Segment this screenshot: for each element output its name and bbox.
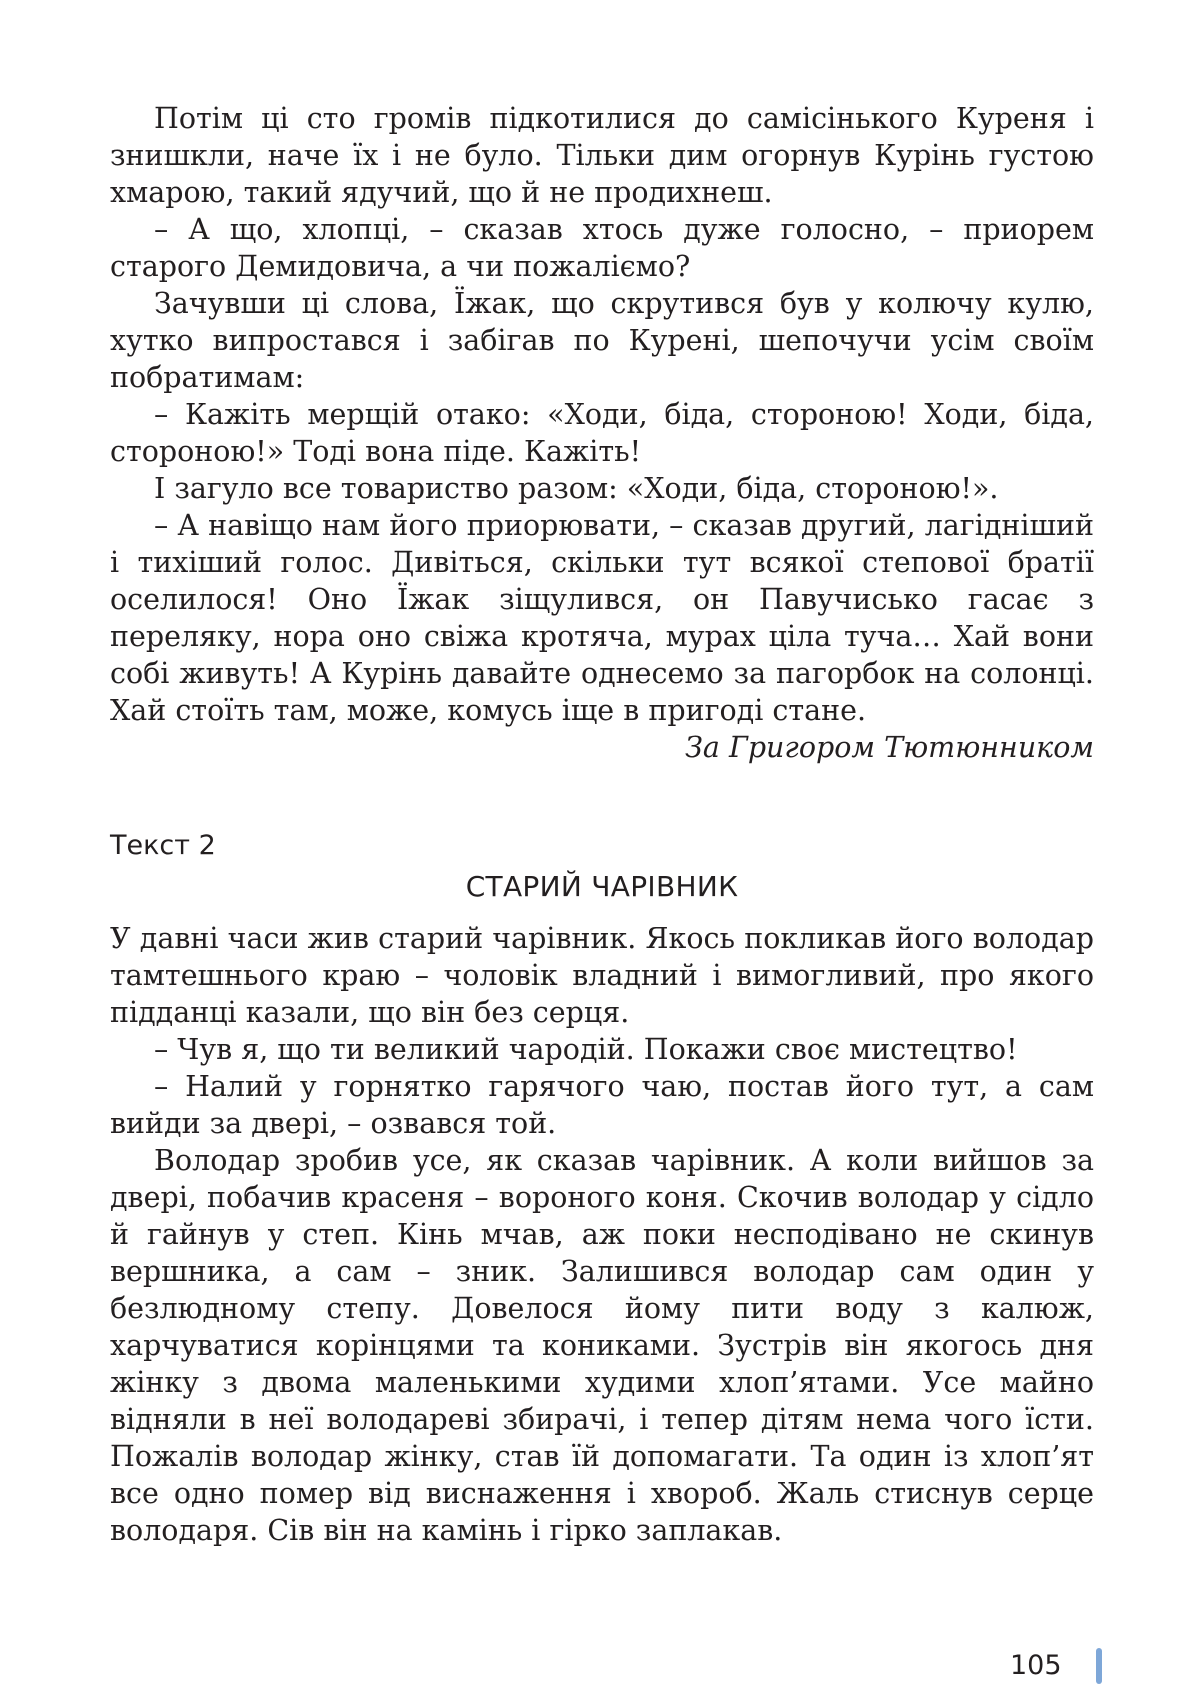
text1-paragraph-4: – Кажіть мерщій отако: «Ходи, біда, стороною! Ходи, біда, стороною!» Тоді вона піде. Кажіть! xyxy=(110,398,1094,468)
page-content xyxy=(110,100,1094,1549)
text1-paragraph-5: І загуло все товариство разом: «Ходи, біда, стороною!». xyxy=(154,472,999,505)
story-title: СТАРИЙ ЧАРІВНИК xyxy=(465,870,739,903)
text1-paragraph-6: – А навіщо нам його приорювати, – сказав другий, лагідніший і тихіший голос. Дивіться, скільки тут всякої степової братії оселилося! Оно Їжак зіщулився, он Павучисько гасає з переляку, нора оно свіжа кротяча, мурах ціла туча… Хай вони собі живуть! А Курінь давайте однесемо за пагорбок на солонці. Хай стоїть там, може, комусь іще в пригоді стане. xyxy=(110,509,1094,727)
text1-paragraph-3: Зачувши ці слова, Їжак, що скрутився був у колючу кулю, хутко випростався і забігав по Курені, шепочучи усім своїм побратимам: xyxy=(110,287,1094,394)
text2-paragraph-3: – Налий у горнятко гарячого чаю, постав його тут, а сам вийди за двері, – озвався той. xyxy=(110,1070,1094,1140)
text1-paragraph-1: Потім ці сто громів підкотилися до самісінького Куреня і знишкли, наче їх і не було. Тільки дим огорнув Курінь густою хмарою, такий ядучий, що й не продихнеш. xyxy=(110,102,1094,209)
author-attribution: За Григором Тютюнником xyxy=(685,731,1094,764)
text2-label: Текст 2 xyxy=(110,830,216,861)
text2-paragraph-1: У давні часи жив старий чарівник. Якось покликав його володар тамтешнього краю – чоловік владний і вимогливий, про якого підданці казали, що він без серця. xyxy=(110,922,1094,1029)
section-gap xyxy=(110,766,1094,828)
text2-paragraph-4: Володар зробив усе, як сказав чарівник. А коли вийшов за двері, побачив красеня – вороного коня. Скочив володар у сідло й гайнув у степ. Кінь мчав, аж поки несподівано не скинув вершника, а сам – зник. Залишився володар сам один у безлюдному степу. Довелося йому пити воду з калюж, харчуватися корінцями та кониками. Зустрів він якогось дня жінку з двома маленькими худими хлоп’ятами. Усе майно відняли в неї володареві збирачі, і тепер дітям нема чого їсти. Пожалів володар жінку, став їй допомагати. Та один із хлоп’ят все одно помер від виснаження і хвороб. Жаль стиснув серце володаря. Сів він на камінь і гірко заплакав. xyxy=(110,1144,1094,1547)
text2-paragraph-2: – Чув я, що ти великий чародій. Покажи своє мистецтво! xyxy=(154,1033,1018,1066)
text1-paragraph-2: – А що, хлопці, – сказав хтось дуже голосно, – приорем старого Демидовича, а чи пожаліємо? xyxy=(110,213,1094,283)
page-number: 105 xyxy=(1010,1650,1062,1681)
page-marker-bar xyxy=(1096,1648,1102,1684)
